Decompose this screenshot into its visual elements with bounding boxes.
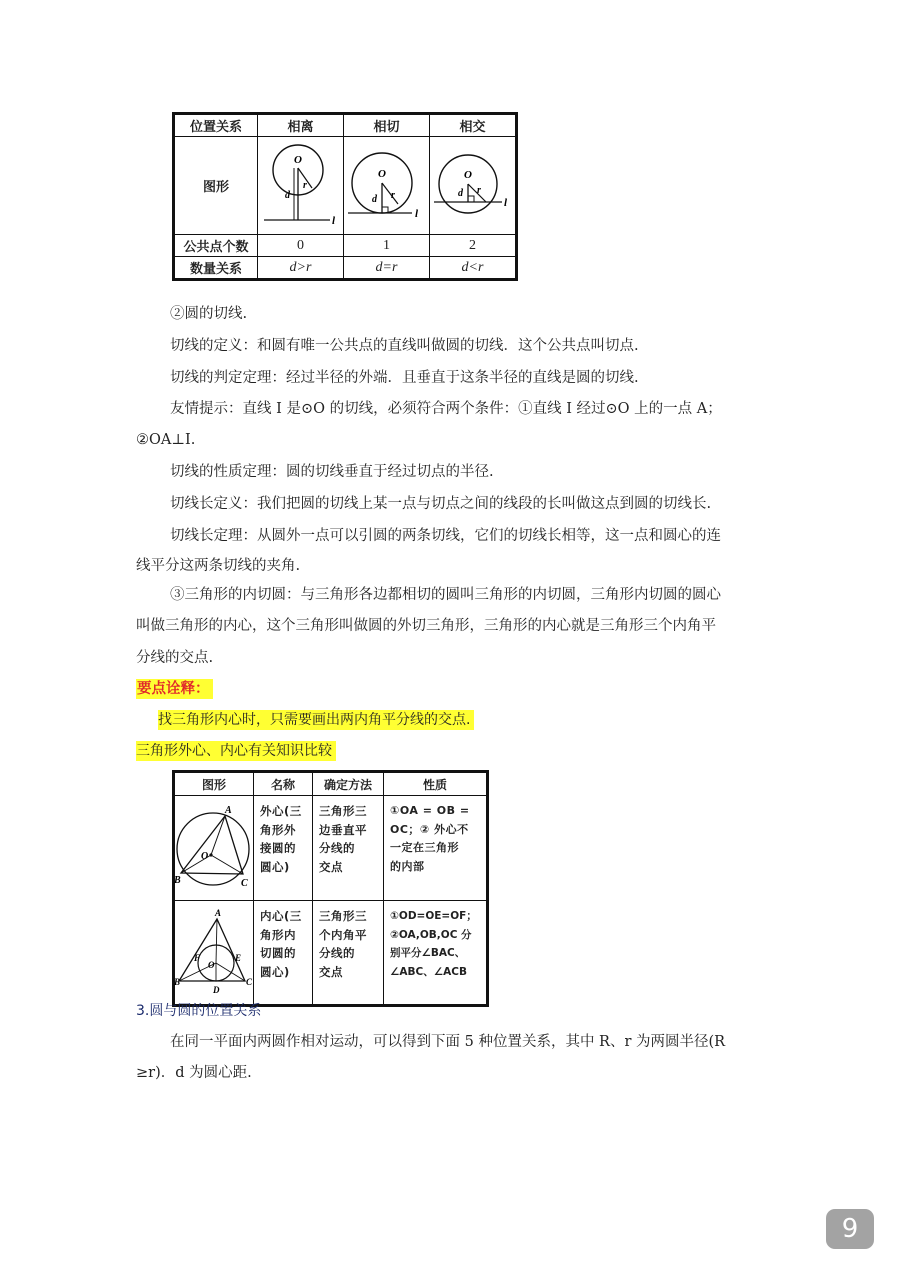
svg-text:d: d: [285, 189, 291, 201]
svg-text:r: r: [391, 189, 396, 201]
incircle-definition-2: 叫做三角形的内心，这个三角形叫做圆的外切三角形，三角形的内心就是三角形三个内角平: [136, 618, 716, 634]
page-number-badge: 9: [826, 1209, 874, 1249]
svg-text:C: C: [246, 977, 253, 987]
incenter-figure: [174, 901, 254, 1006]
header-method: 确定方法: [313, 772, 384, 796]
header-property: 性质: [384, 772, 488, 796]
count-tangent: 1: [343, 235, 429, 257]
relation-intersect: d<r: [429, 257, 516, 280]
header-figure: 图形: [174, 772, 254, 796]
circumcircle-diagram: [175, 797, 253, 897]
section-3-title: 3.圆与圆的位置关系: [136, 1003, 262, 1019]
tangent-length-theorem-cont: 线平分这两条切线的夹角.: [136, 558, 301, 574]
svg-text:C: C: [241, 877, 248, 889]
svg-text:B: B: [174, 977, 181, 987]
line-circle-position-table: [172, 112, 518, 281]
header-intersect: 相交: [429, 114, 516, 137]
svg-text:F: F: [194, 953, 201, 963]
compare-title: 三角形外心、内心有关知识比较: [136, 741, 336, 761]
header-position: 位置关系: [174, 114, 258, 137]
relation-separate: d>r: [258, 257, 344, 280]
svg-text:r: r: [477, 184, 482, 196]
incircle-diagram: [175, 901, 253, 1001]
count-intersect: 2: [429, 235, 516, 257]
svg-text:d: d: [372, 193, 378, 205]
key-points-title: 要点诠释：: [136, 679, 213, 699]
circumcenter-figure: [174, 796, 254, 901]
friendly-tip-cont: ②OA⊥I.: [136, 432, 196, 448]
svg-text:B: B: [174, 874, 181, 886]
key-points-note: 找三角形内心时，只需要画出两内角平分线的交点.: [158, 710, 474, 730]
header-tangent: 相切: [343, 114, 429, 137]
svg-text:E: E: [235, 953, 242, 963]
svg-text:A: A: [225, 804, 232, 816]
svg-text:l: l: [504, 196, 508, 209]
circumcenter-incenter-table: [172, 770, 489, 1007]
count-separate: 0: [258, 235, 344, 257]
count-label: 公共点个数: [174, 235, 258, 257]
svg-text:O: O: [464, 168, 473, 181]
quantity-label: 数量关系: [174, 257, 258, 280]
incenter-method: 三角形三 个内角平 分线的 交点: [313, 901, 384, 1006]
figure-label: 图形: [174, 137, 258, 235]
friendly-tip: 友情提示：直线 I 是⊙O 的切线，必须符合两个条件：①直线 I 经过⊙O 上的一点 A；: [170, 401, 722, 417]
incenter-property: ①OD=OE=OF； ②OA,OB,OC 分 别平分∠BAC、 ∠ABC、∠ACB: [384, 901, 488, 1006]
svg-text:D: D: [213, 985, 220, 995]
tangent-definition: 切线的定义：和圆有唯一公共点的直线叫做圆的切线．这个公共点叫切点.: [170, 338, 639, 354]
svg-text:r: r: [303, 179, 308, 191]
tangent-heading: ②圆的切线.: [170, 306, 248, 322]
circumcenter-name: 外心(三 角形外 接圆的 圆心): [254, 796, 313, 901]
svg-text:O: O: [208, 960, 215, 970]
header-separate: 相离: [258, 114, 344, 137]
svg-text:O: O: [378, 167, 387, 180]
svg-text:l: l: [332, 214, 336, 227]
svg-text:A: A: [215, 908, 222, 918]
figure-intersect: [429, 137, 516, 235]
section-3-line2: ≥r)．d 为圆心距.: [136, 1065, 252, 1081]
figure-tangent: [343, 137, 429, 235]
circle-intersect-diagram: [430, 138, 514, 230]
tangent-criterion: 切线的判定定理：经过半径的外端．且垂直于这条半径的直线是圆的切线.: [170, 370, 639, 386]
svg-text:O: O: [201, 850, 209, 862]
section-3-line1: 在同一平面内两圆作相对运动，可以得到下面 5 种位置关系，其中 R、r 为两圆半径(R: [170, 1034, 726, 1050]
header-name: 名称: [254, 772, 313, 796]
figure-separate: [258, 137, 344, 235]
incircle-definition: ③三角形的内切圆：与三角形各边都相切的圆叫三角形的内切圆，三角形内切圆的圆心: [170, 587, 721, 603]
svg-text:O: O: [294, 153, 303, 166]
tangent-length-theorem: 切线长定理：从圆外一点可以引圆的两条切线，它们的切线长相等，这一点和圆心的连: [170, 528, 721, 544]
circumcenter-method: 三角形三 边垂直平 分线的 交点: [313, 796, 384, 901]
svg-text:d: d: [458, 187, 464, 199]
circle-tangent-diagram: [344, 138, 428, 230]
relation-tangent: d=r: [343, 257, 429, 280]
incircle-definition-3: 分线的交点.: [136, 650, 214, 666]
tangent-property: 切线的性质定理：圆的切线垂直于经过切点的半径.: [170, 464, 494, 480]
tangent-length-definition: 切线长定义：我们把圆的切线上某一点与切点之间的线段的长叫做这点到圆的切线长.: [170, 496, 712, 512]
incenter-name: 内心(三 角形内 切圆的 圆心): [254, 901, 313, 1006]
circumcenter-property: ①OA = OB = OC；② 外心不 一定在三角形 的内部: [384, 796, 488, 901]
svg-text:l: l: [415, 207, 419, 220]
circle-separate-diagram: [258, 138, 342, 230]
